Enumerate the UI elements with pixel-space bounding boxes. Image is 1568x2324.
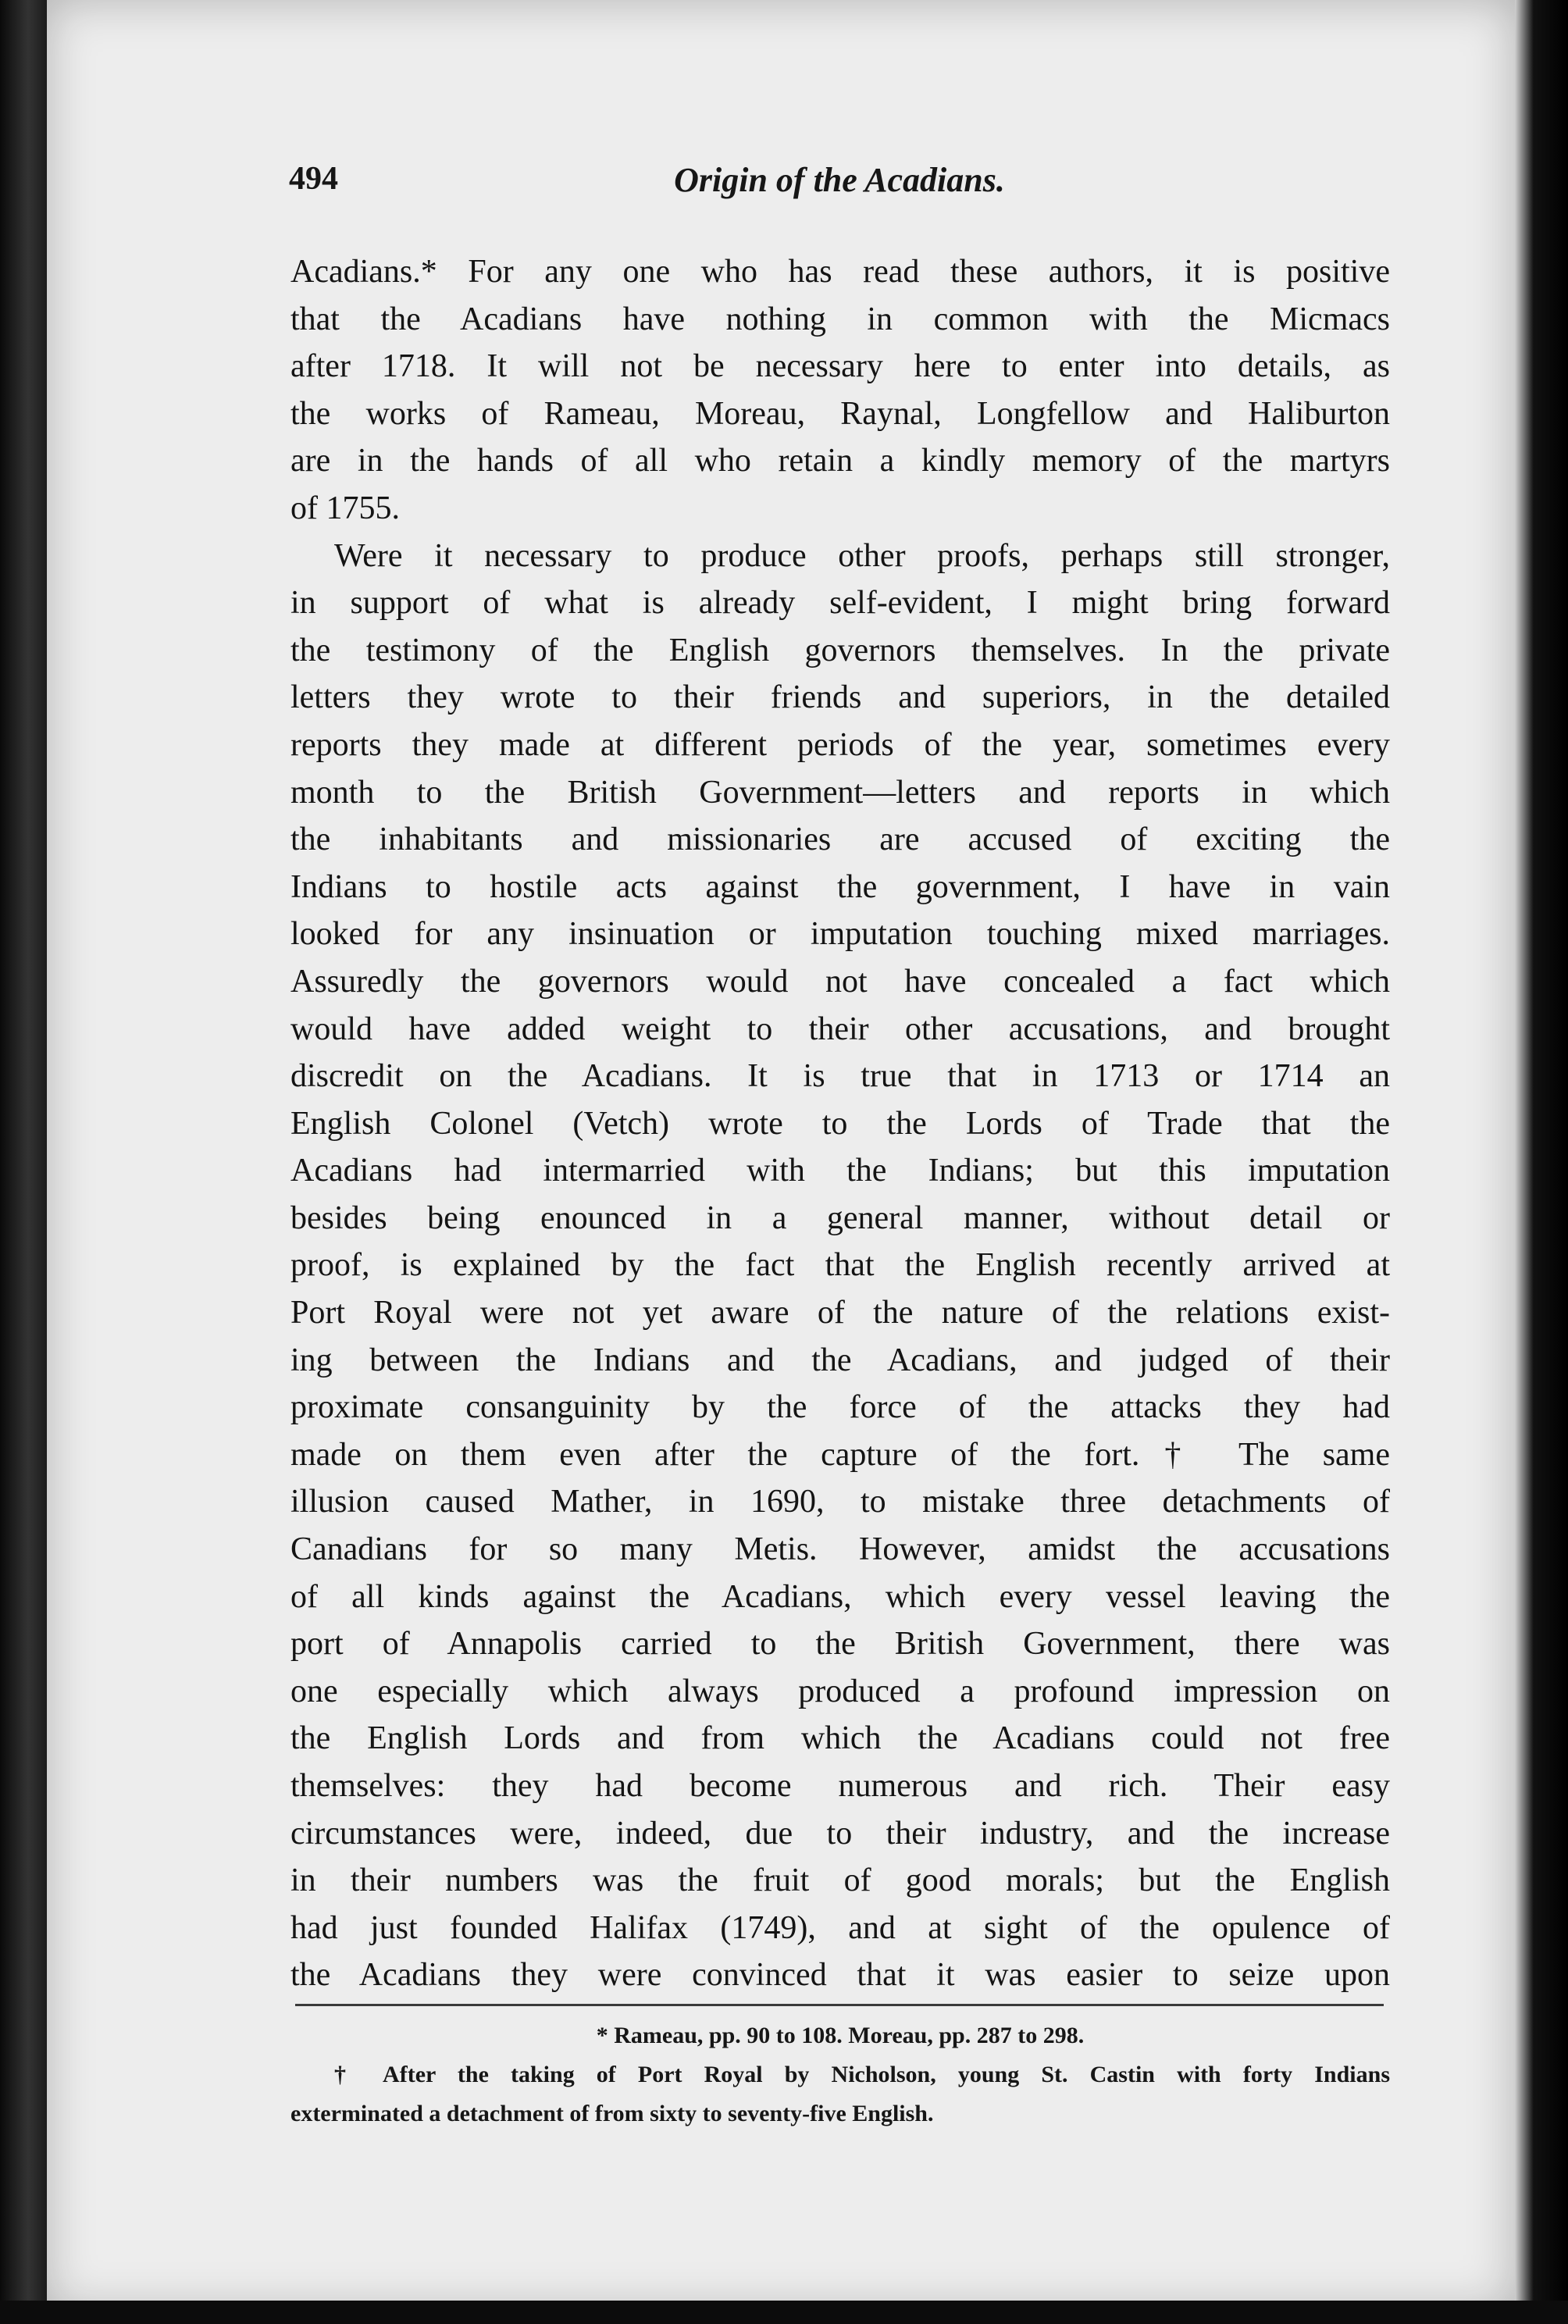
- text-line: Canadians for so many Metis. However, amidst the accusations: [290, 1531, 1390, 1568]
- left-binding-edge: [0, 0, 47, 2324]
- text-line: ing between the Indians and the Acadians, and judged of their: [290, 1342, 1390, 1378]
- text-line: illusion caused Mather, in 1690, to mistake three detachments of: [290, 1484, 1390, 1520]
- text-line: of 1755.: [290, 490, 400, 526]
- body-text: [290, 248, 1390, 1999]
- text-line: in support of what is already self-evident, I might bring forward: [290, 585, 1390, 622]
- text-line: had just founded Halifax (1749), and at sight of the opulence of: [290, 1909, 1390, 1946]
- text-line: letters they wrote to their friends and superiors, in the detailed: [290, 679, 1390, 716]
- footnote-2-line-2: exterminated a detachment of from sixty to seventy-five English.: [290, 2101, 934, 2126]
- text-line: the Acadians they were convinced that it was easier to seize upon: [290, 1957, 1390, 1994]
- text-line: English Colonel (Vetch) wrote to the Lords of Trade that the: [290, 1105, 1390, 1142]
- text-line: proximate consanguinity by the force of the attacks they had: [290, 1389, 1390, 1426]
- text-line: the testimony of the English governors themselves. In the private: [290, 632, 1390, 668]
- text-line: are in the hands of all who retain a kindly memory of the martyrs: [290, 443, 1390, 479]
- text-line: reports they made at different periods of the year, sometimes every: [290, 726, 1390, 763]
- text-line: would have added weight to their other accusations, and brought: [290, 1011, 1390, 1047]
- text-line: discredit on the Acadians. It is true that in 1713 or 1714 an: [290, 1058, 1390, 1095]
- page-header: [289, 160, 1390, 207]
- text-line: Were it necessary to produce other proofs, perhaps still stronger,: [334, 537, 1390, 574]
- text-line: proof, is explained by the fact that the English recently arrived at: [290, 1247, 1390, 1284]
- text-line: looked for any insinuation or imputation touching mixed marriages.: [290, 916, 1390, 953]
- text-line: the works of Rameau, Moreau, Raynal, Longfellow and Haliburton: [290, 395, 1390, 432]
- text-line: besides being enounced in a general manner, without detail or: [290, 1199, 1390, 1236]
- text-line: circumstances were, indeed, due to their industry, and the increase: [290, 1815, 1390, 1852]
- text-line: themselves: they had become numerous and rich. Their easy: [290, 1768, 1390, 1804]
- footnotes: [290, 2016, 1390, 2133]
- text-line: in their numbers was the fruit of good morals; but the English: [290, 1862, 1390, 1899]
- footnote-2-line-1: † After the taking of Port Royal by Nicholson, young St. Castin with forty Indians: [334, 2062, 1390, 2087]
- bottom-scan-edge: [0, 2301, 1568, 2324]
- text-line: of all kinds against the Acadians, which every vessel leaving the: [290, 1578, 1390, 1615]
- text-line: the English Lords and from which the Acadians could not free: [290, 1720, 1390, 1757]
- text-line: after 1718. It will not be necessary here to enter into details, as: [290, 348, 1390, 385]
- text-line: the inhabitants and missionaries are accused of exciting the: [290, 822, 1390, 858]
- footnote-1: * Rameau, pp. 90 to 108. Moreau, pp. 287 to 298.: [596, 2023, 1085, 2048]
- text-line: Port Royal were not yet aware of the nature of the relations exist-: [290, 1295, 1390, 1331]
- running-title: Origin of the Acadians.: [674, 161, 1005, 199]
- text-line: Indians to hostile acts against the government, I have in vain: [290, 868, 1390, 905]
- text-line: Assuredly the governors would not have concealed a fact which: [290, 963, 1390, 1000]
- text-line: Acadians had intermarried with the Indians; but this imputation: [290, 1153, 1390, 1189]
- text-line: month to the British Government—letters and reports in which: [290, 774, 1390, 811]
- page-number: 494: [289, 161, 338, 197]
- right-binding-edge: [1515, 0, 1568, 2324]
- text-line: that the Acadians have nothing in common with the Micmacs: [290, 301, 1390, 337]
- text-line: Acadians.* For any one who has read these authors, it is positive: [290, 254, 1390, 290]
- footnote-divider: [295, 2004, 1384, 2006]
- text-line: port of Annapolis carried to the British Government, there was: [290, 1626, 1390, 1663]
- text-line: made on them even after the capture of the fort.† The same: [290, 1436, 1390, 1473]
- text-line: one especially which always produced a profound impression on: [290, 1673, 1390, 1709]
